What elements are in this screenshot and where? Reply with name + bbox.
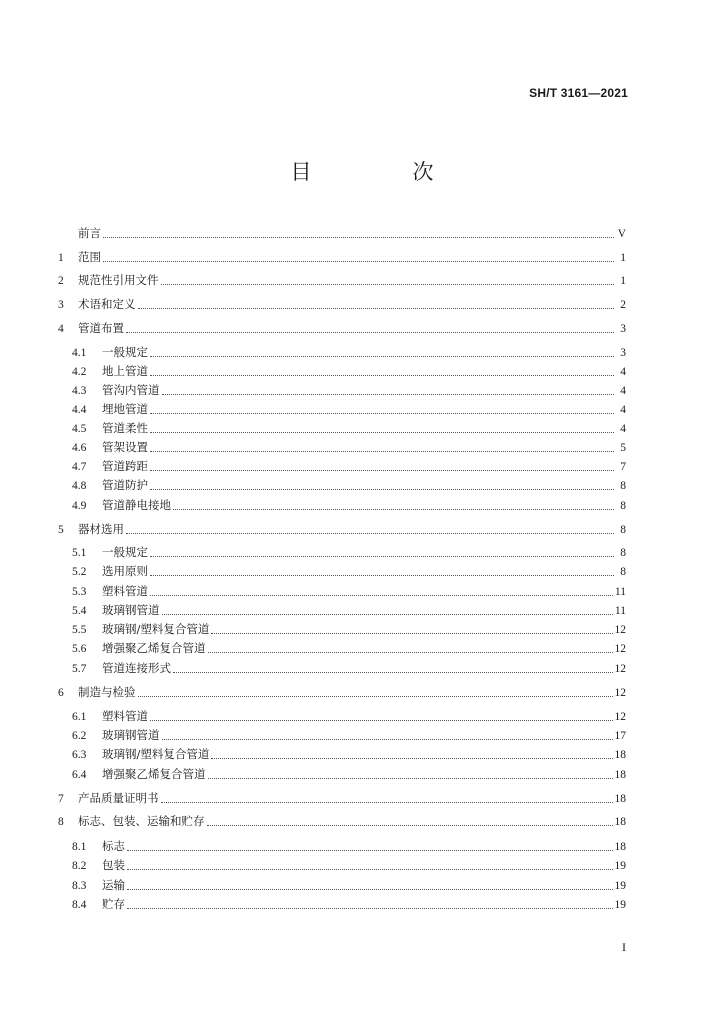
dot-leader [103, 226, 614, 238]
toc-entry[interactable] [72, 400, 626, 418]
toc-entry[interactable] [58, 812, 626, 830]
dot-leader [150, 345, 614, 357]
toc-entry-number: 8.2 [72, 860, 87, 872]
dot-leader [150, 402, 614, 414]
toc-entry[interactable] [72, 562, 626, 580]
toc-entry-page: 12 [614, 624, 626, 636]
toc-entry[interactable] [72, 726, 626, 744]
toc-entry[interactable] [72, 419, 626, 437]
toc-entry-number: 4.2 [72, 366, 87, 378]
toc-entry-number: 4.6 [72, 442, 87, 454]
toc-entry-number: 6.3 [72, 749, 87, 761]
toc-entry-number: 8.1 [72, 841, 87, 853]
dot-leader [103, 250, 614, 262]
dot-leader [127, 878, 613, 890]
toc-entry-label: 玻璃钢管道 [102, 728, 160, 742]
toc-entry[interactable] [72, 362, 626, 380]
toc-entry-page: 4 [620, 423, 626, 435]
toc-entry-label: 贮存 [102, 897, 125, 911]
page-number: I [622, 940, 626, 954]
toc-entry[interactable] [72, 457, 626, 475]
toc-entry[interactable] [72, 620, 626, 638]
toc-entry-label: 管沟内管道 [102, 383, 160, 397]
toc-entry-number: 5.3 [72, 586, 87, 598]
toc-entry-page: 3 [620, 323, 626, 335]
toc-entry[interactable] [72, 895, 626, 913]
toc-entry-page: 5 [620, 442, 626, 454]
toc-entry-label: 规范性引用文件 [78, 273, 159, 287]
toc-entry-label: 标志、包装、运输和贮存 [78, 814, 205, 828]
toc-entry-page: 18 [614, 816, 626, 828]
toc-entry[interactable] [72, 381, 626, 399]
toc-entry[interactable] [58, 789, 626, 807]
toc-entry[interactable] [72, 438, 626, 456]
dot-leader [127, 839, 613, 851]
dot-leader [211, 747, 612, 759]
toc-entry-label: 玻璃钢管道 [102, 603, 160, 617]
dot-leader [208, 767, 613, 779]
toc-entry[interactable] [72, 543, 626, 561]
toc-entry-label: 标志 [102, 839, 125, 853]
toc-entry-label: 管道布置 [78, 321, 124, 335]
toc-entry-number: 4.8 [72, 480, 87, 492]
toc-entry[interactable] [72, 837, 626, 855]
dot-leader [173, 498, 614, 510]
toc-entry-page: 7 [620, 461, 626, 473]
toc-entry-page: 11 [614, 586, 626, 598]
dot-leader [150, 364, 614, 376]
toc-entry-page: 19 [614, 860, 626, 872]
dot-leader [150, 545, 614, 557]
toc-entry-number: 4.1 [72, 347, 87, 359]
toc-entry-page: 4 [620, 404, 626, 416]
toc-entry-page: 12 [614, 643, 626, 655]
toc-entry-page: 2 [620, 299, 626, 311]
toc-entry-label: 管架设置 [102, 440, 148, 454]
toc-entry-label: 一般规定 [102, 345, 148, 359]
toc-entry-page: 8 [620, 547, 626, 559]
toc-entry-number: 6.4 [72, 769, 87, 781]
dot-leader [208, 641, 613, 653]
toc-entry-number: 5.7 [72, 663, 87, 675]
toc-entry-page: 18 [614, 769, 626, 781]
toc-entry-number: 5.6 [72, 643, 87, 655]
toc-entry-label: 选用原则 [102, 564, 148, 578]
dot-leader [138, 297, 615, 309]
toc-entry-page: 4 [620, 385, 626, 397]
toc-entry-page: 11 [614, 605, 626, 617]
toc-entry[interactable] [72, 745, 626, 763]
dot-leader [161, 273, 615, 285]
toc-entry-number: 4.4 [72, 404, 87, 416]
toc-entry-label: 术语和定义 [78, 297, 136, 311]
toc-entry-number: 5.5 [72, 624, 87, 636]
toc-entry[interactable] [72, 765, 626, 783]
toc-entry[interactable] [58, 295, 626, 313]
dot-leader [138, 685, 613, 697]
toc-entry-page: 8 [620, 524, 626, 536]
toc-entry-label: 管道静电接地 [102, 498, 171, 512]
toc-entry-label: 管道柔性 [102, 421, 148, 435]
toc-entry-number: 1 [58, 252, 64, 264]
dot-leader [162, 383, 615, 395]
dot-leader [150, 564, 614, 576]
toc-entry[interactable] [58, 224, 626, 242]
toc-entry-label: 范围 [78, 250, 101, 264]
dot-leader [162, 603, 613, 615]
toc-entry-page: 17 [614, 730, 626, 742]
toc-entry-label: 产品质量证明书 [78, 791, 159, 805]
toc-entry[interactable] [58, 683, 626, 701]
dot-leader [150, 459, 614, 471]
dot-leader [150, 709, 613, 721]
toc-entry-page: V [617, 228, 626, 240]
toc-entry-number: 5.4 [72, 605, 87, 617]
toc-entry[interactable] [72, 856, 626, 874]
toc-entry-label: 管道跨距 [102, 459, 148, 473]
toc-entry-page: 4 [620, 366, 626, 378]
toc-entry[interactable] [72, 707, 626, 725]
toc-entry-number: 5.1 [72, 547, 87, 559]
toc-entry-page: 18 [614, 793, 626, 805]
page-title: 目 次 [290, 160, 474, 184]
toc-entry-label: 前言 [78, 226, 101, 240]
toc-entry-number: 3 [58, 299, 64, 311]
toc-entry-label: 一般规定 [102, 545, 148, 559]
dot-leader [150, 478, 614, 490]
toc-entry-page: 8 [620, 500, 626, 512]
toc-entry[interactable] [72, 639, 626, 657]
toc-entry-number: 2 [58, 275, 64, 287]
toc-entry-label: 包装 [102, 858, 125, 872]
dot-leader [173, 661, 613, 673]
toc-entry[interactable] [72, 476, 626, 494]
toc-entry-number: 6 [58, 687, 64, 699]
toc-entry-label: 玻璃钢/塑料复合管道 [102, 747, 210, 761]
toc-entry-page: 8 [620, 480, 626, 492]
toc-entry-page: 1 [620, 252, 626, 264]
toc-entry[interactable] [58, 520, 626, 538]
toc-entry-number: 8 [58, 816, 64, 828]
dot-leader [150, 440, 614, 452]
toc-entry-number: 8.3 [72, 880, 87, 892]
toc-entry-number: 4.3 [72, 385, 87, 397]
toc-entry-page: 8 [620, 566, 626, 578]
toc-entry[interactable] [72, 876, 626, 894]
dot-leader [150, 584, 613, 596]
dot-leader [150, 421, 614, 433]
dot-leader [127, 897, 613, 909]
toc-entry[interactable] [58, 248, 626, 266]
dot-leader [126, 321, 614, 333]
toc-entry-page: 3 [620, 347, 626, 359]
toc-entry-number: 7 [58, 793, 64, 805]
toc-entry-page: 18 [614, 749, 626, 761]
toc-entry[interactable] [72, 659, 626, 677]
toc-entry-label: 玻璃钢/塑料复合管道 [102, 622, 210, 636]
toc-entry-label: 管道连接形式 [102, 661, 171, 675]
dot-leader [161, 791, 613, 803]
toc-entry-label: 管道防护 [102, 478, 148, 492]
dot-leader [207, 814, 613, 826]
dot-leader [126, 522, 614, 534]
toc-entry-page: 12 [614, 687, 626, 699]
toc-entry-label: 埋地管道 [102, 402, 148, 416]
toc-entry-page: 19 [614, 880, 626, 892]
toc-entry-page: 1 [620, 275, 626, 287]
toc-entry-page: 12 [614, 711, 626, 723]
toc-entry-label: 运输 [102, 878, 125, 892]
standard-code: SH/T 3161—2021 [529, 86, 628, 100]
toc-entry-number: 4.7 [72, 461, 87, 473]
toc-entry[interactable] [58, 319, 626, 337]
toc-entry-page: 12 [614, 663, 626, 675]
dot-leader [127, 858, 613, 870]
toc-entry[interactable] [72, 343, 626, 361]
toc-entry-number: 6.1 [72, 711, 87, 723]
toc-entry-page: 18 [614, 841, 626, 853]
toc-entry-number: 8.4 [72, 899, 87, 911]
toc-entry[interactable] [72, 601, 626, 619]
toc-entry-label: 塑料管道 [102, 584, 148, 598]
toc-entry-page: 19 [614, 899, 626, 911]
toc-entry-number: 6.2 [72, 730, 87, 742]
toc-entry-number: 4 [58, 323, 64, 335]
toc-entry-label: 器材选用 [78, 522, 124, 536]
toc-entry-number: 4.5 [72, 423, 87, 435]
dot-leader [162, 728, 613, 740]
toc-entry[interactable] [58, 271, 626, 289]
toc-entry[interactable] [72, 496, 626, 514]
toc-entry-number: 5.2 [72, 566, 87, 578]
dot-leader [211, 622, 612, 634]
toc-entry-label: 制造与检验 [78, 685, 136, 699]
toc-entry[interactable] [72, 582, 626, 600]
toc-entry-label: 塑料管道 [102, 709, 148, 723]
toc-entry-label: 增强聚乙烯复合管道 [102, 767, 206, 781]
toc-entry-number: 4.9 [72, 500, 87, 512]
toc-entry-number: 5 [58, 524, 64, 536]
toc-entry-label: 地上管道 [102, 364, 148, 378]
toc-entry-label: 增强聚乙烯复合管道 [102, 641, 206, 655]
